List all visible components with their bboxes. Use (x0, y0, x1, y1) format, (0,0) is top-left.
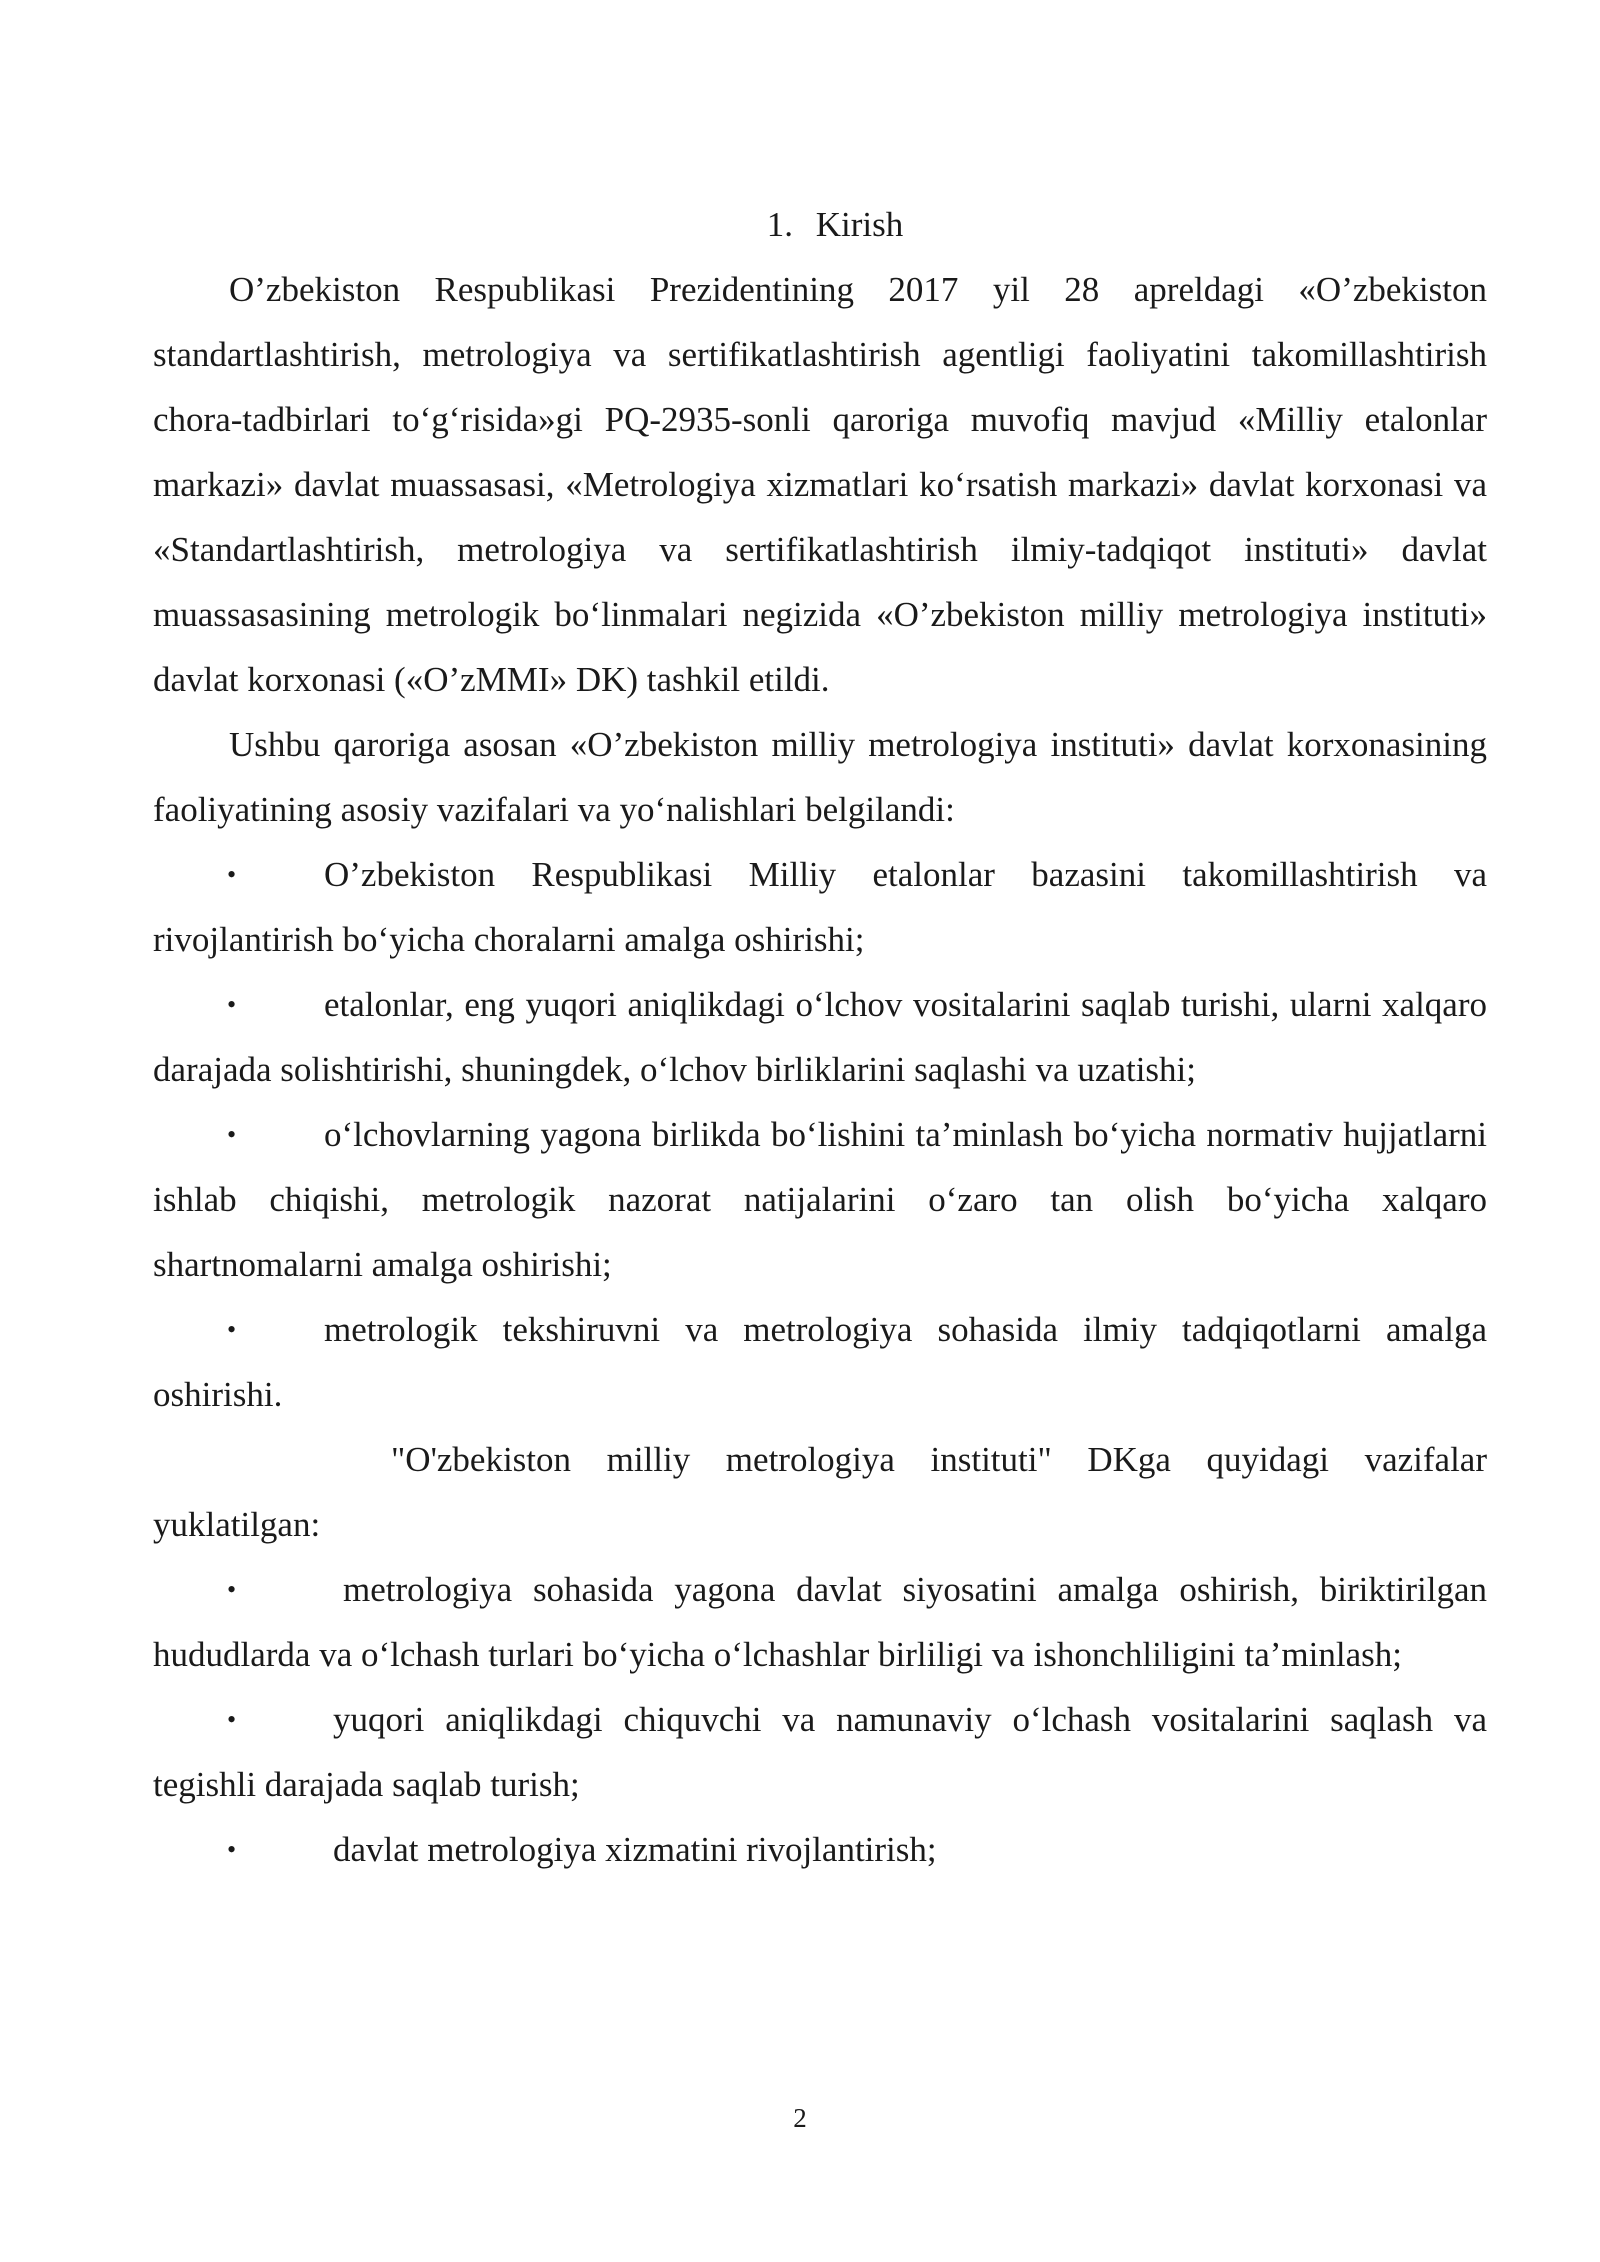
page-number: 2 (793, 2103, 807, 2133)
paragraph-intro: O’zbekiston Respublikasi Prezidentining 2017 yil 28 apreldagi «O’zbekiston standartlashtirish, metrologiya va sertifikatlashtirish agentligi faoliyatini takomillashtirish chora-tadbirlari to‘g‘risida»gi PQ-2935-sonli qaroriga muvofiq mavjud «Milliy etalonlar markazi» davlat muassasasi, «Metrologiya xizmatlari ko‘rsatish markazi» davlat korxonasi va «Standartlashtirish, metrologiya va sertifikatlashtirish ilmiy-tadqiqot instituti» davlat muassasasining metrologik bo‘linmalari negizida «O’zbekiston milliy metrologiya instituti» davlat korxonasi («O’zMMI» DK) tashkil etildi. (153, 270, 1487, 699)
tasks-list (153, 842, 1487, 1427)
list-item (153, 1817, 1487, 1882)
list-item-text: o‘lchovlarning yagona birlikda bo‘lishini ta’minlash bo‘yicha normativ hujjatlarni ishlab chiqishi, metrologik nazorat natijalarini o‘zaro tan olish bo‘yicha xalqaro shartnomalarni amalga oshirishi; (153, 1115, 1487, 1284)
bullet-icon: • (227, 990, 237, 1019)
section-heading (153, 192, 1487, 257)
section-title: Kirish (815, 205, 904, 244)
paragraph-tasks-intro: Ushbu qaroriga asosan «O’zbekiston milliy metrologiya instituti» davlat korxonasining faoliyatining asosiy vazifalari va yo‘nalishlari belgilandi: (153, 725, 1487, 829)
list-item-text: davlat metrologiya xizmatini rivojlantirish; (333, 1830, 937, 1869)
list-item-text: O’zbekiston Respublikasi Milliy etalonlar bazasini takomillashtirish va rivojlantirish bo‘yicha choralarni amalga oshirishi; (153, 855, 1487, 959)
bullet-icon: • (227, 1120, 237, 1149)
page-content (153, 192, 1487, 1882)
bullet-icon: • (227, 1315, 237, 1344)
list-item-text: metrologiya sohasida yagona davlat siyosatini amalga oshirish, biriktirilgan hududlarda va o‘lchash turlari bo‘yicha o‘lchashlar birliligi va ishonchliligini ta’minlash; (153, 1570, 1487, 1674)
paragraph-duties-intro: "O'zbekiston milliy metrologiya instituti" DKga quyidagi vazifalar yuklatilgan: (153, 1440, 1487, 1544)
list-item (153, 1297, 1487, 1427)
list-item (153, 842, 1487, 972)
bullet-icon: • (227, 1705, 237, 1734)
bullet-icon: • (227, 1835, 237, 1864)
bullet-icon: • (227, 860, 237, 889)
list-item-text: etalonlar, eng yuqori aniqlikdagi o‘lchov vositalarini saqlab turishi, ularni xalqaro darajada solishtirishi, shuningdek, o‘lchov birliklarini saqlashi va uzatishi; (153, 985, 1487, 1089)
list-item (153, 1557, 1487, 1687)
list-item (153, 1687, 1487, 1817)
bullet-icon: • (227, 1575, 237, 1604)
section-number: 1. (766, 205, 793, 244)
duties-list (153, 1557, 1487, 1882)
list-item-text: yuqori aniqlikdagi chiquvchi va namunaviy o‘lchash vositalarini saqlash va tegishli darajada saqlab turish; (153, 1700, 1487, 1804)
list-item-text: metrologik tekshiruvni va metrologiya sohasida ilmiy tadqiqotlarni amalga oshirishi. (153, 1310, 1487, 1414)
list-item (153, 1102, 1487, 1297)
list-item (153, 972, 1487, 1102)
